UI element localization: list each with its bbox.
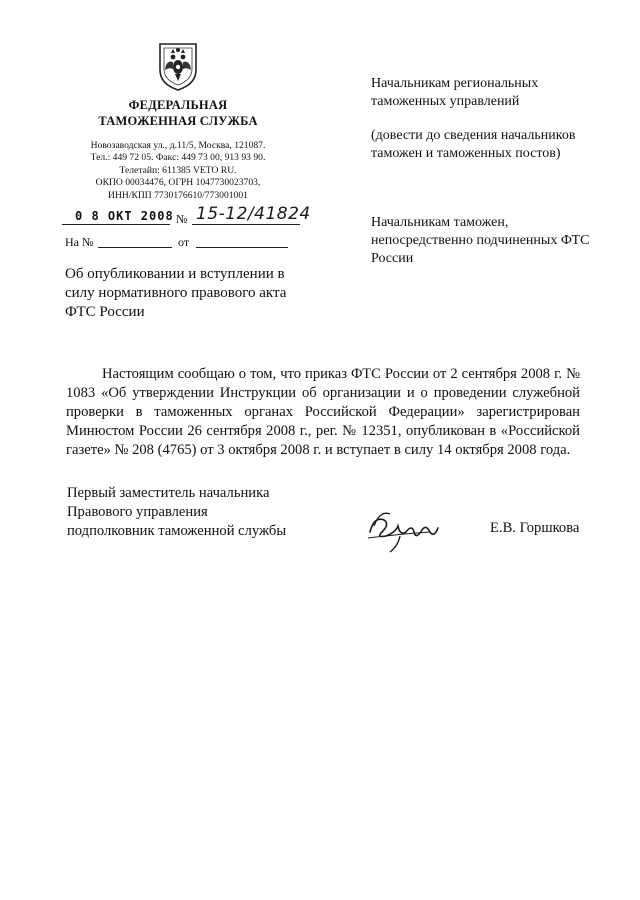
signer-name: Е.В. Горшкова <box>490 520 580 536</box>
reference-number-blank <box>98 247 172 248</box>
outgoing-number-handwritten: 15-12/41824 <box>196 204 311 224</box>
addressee-customs: Начальникам таможен, непосредственно подчиненных ФТС России <box>371 215 590 266</box>
address-line: Новозаводская ул., д.11/5, Москва, 121087. <box>90 140 266 151</box>
reference-from-label: от <box>178 235 190 249</box>
letter-subject: Об опубликовании и вступлении в силу нормативного правового акта ФТС России <box>65 266 287 320</box>
address-line: Телетайп: 611385 VETO RU. <box>119 164 237 176</box>
signer-title-line3: подполковник таможенной службы <box>67 523 287 539</box>
outgoing-number-line <box>62 204 312 230</box>
body-paragraph: Настоящим сообщаю о том, что приказ ФТС России от 2 сентября 2008 г. № 1083 «Об утверждении Инструкции об организации и о проведении служебной проверки в таможенных органах Российской Федерации» зарегистрирован Минюстом России 26 сентября 2008 г., рег. № 12351, опубликован в «Российской газете» № 208 (4765) от 3 октября 2008 г. и вступает в силу 14 октября 2008 года. <box>66 366 580 458</box>
address-line: Тел.: 449 72 05. Факс: 449 73 00, 913 93 90. <box>90 152 266 164</box>
russian-coat-of-arms-icon <box>155 40 201 92</box>
reference-date-blank <box>196 247 288 248</box>
number-sign: № <box>176 212 188 226</box>
signer-position <box>67 484 317 541</box>
reference-label: На № <box>65 235 94 249</box>
letter-body <box>66 365 580 460</box>
organization-name <box>62 97 294 129</box>
signer-title-line2: Правового управления <box>67 504 208 520</box>
reference-number-line <box>62 235 312 253</box>
number-underline <box>192 224 300 225</box>
signer-title-line1: Первый заместитель начальника <box>67 485 270 501</box>
addressee-regional: Начальникам региональных таможенных управлений <box>371 76 539 109</box>
handwritten-signature-icon <box>360 502 460 556</box>
organization-address <box>62 140 294 202</box>
address-line: ОКПО 00034476, ОГРН 1047730023703, <box>95 177 261 189</box>
date-underline <box>62 224 170 225</box>
org-name-line1: ФЕДЕРАЛЬНАЯ <box>128 98 228 112</box>
address-line: ИНН/КПП 7730176610/773001001 <box>108 189 248 201</box>
org-name-line2: ТАМОЖЕННАЯ СЛУЖБА <box>98 114 258 128</box>
addressee-regional-note: (довести до сведения начальников таможен и таможенных постов) <box>371 128 576 161</box>
outgoing-date-stamp: 0 8 ОКТ 2008 <box>75 209 174 223</box>
